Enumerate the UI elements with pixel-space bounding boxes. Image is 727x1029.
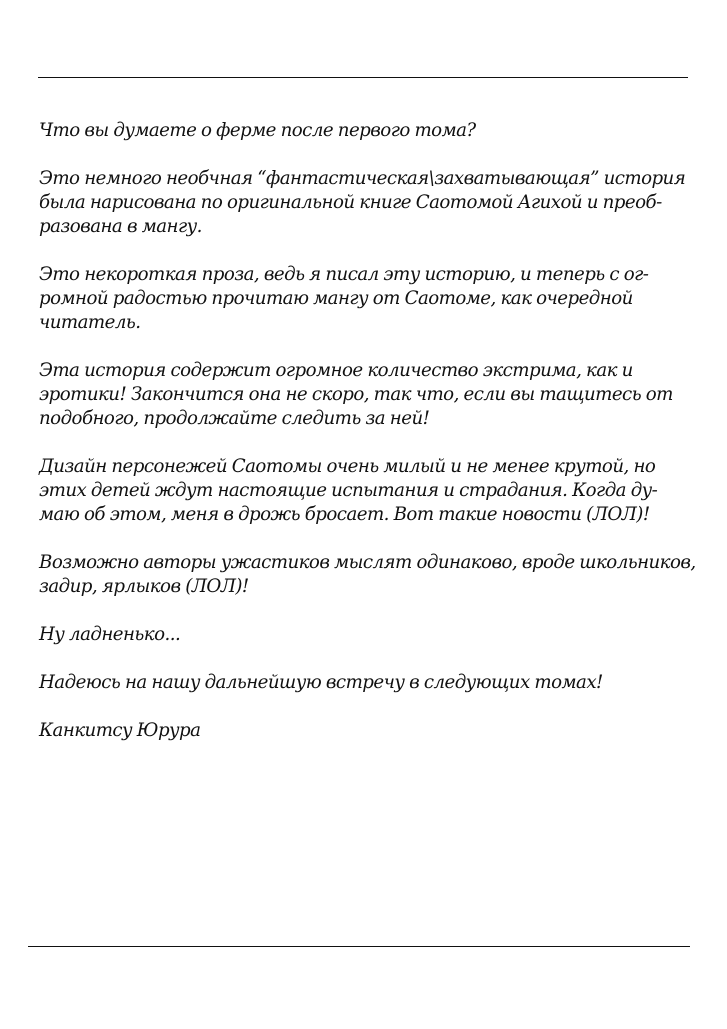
author-signature (39, 719, 704, 743)
paragraph-story-origin (39, 167, 704, 239)
text-line: этих детей ждут настоящие испытания и страдания. Когда ду- (39, 480, 658, 501)
text-line: Надеюсь на нашу дальнейшую встречу в следующих томах! (39, 672, 603, 693)
text-line: была нарисована по оригинальной книге Саотомой Агихой и преоб- (39, 192, 662, 213)
text-line: читатель. (39, 312, 141, 333)
author-name: Канкитсу Юрура (39, 720, 201, 741)
text-line: подобного, продолжайте следить за ней! (39, 408, 430, 429)
bottom-divider (28, 946, 690, 947)
text-line: Это некороткая проза, ведь я писал эту историю, и теперь с ог- (39, 264, 649, 285)
text-line: Эта история содержит огромное количество экстрима, как и (39, 360, 633, 381)
text-line: Возможно авторы ужастиков мыслят одинаково, вроде школьников, (39, 552, 696, 573)
top-divider (38, 77, 688, 78)
text-line: задир, ярлыков (ЛОЛ)! (39, 576, 249, 597)
paragraph-prose (39, 263, 704, 335)
text-line: Это немного необчная “фантастическая\захватывающая” история (39, 168, 686, 189)
text-line: ромной радостью прочитаю мангу от Саотоме, как очередной (39, 288, 633, 309)
paragraph-character-design (39, 455, 704, 527)
paragraph-content (39, 359, 704, 431)
paragraph-farewell (39, 671, 704, 695)
text-line: Что вы думаете о ферме после первого тома? (39, 120, 476, 141)
text-line: разована в мангу. (39, 216, 202, 237)
text-line: маю об этом, меня в дрожь бросает. Вот такие новости (ЛОЛ)! (39, 504, 650, 525)
afterword-text (39, 119, 704, 767)
text-line: Дизайн персонежей Саотомы очень милый и не менее крутой, но (39, 456, 656, 477)
paragraph-question (39, 119, 704, 143)
text-line: Ну ладненько... (39, 624, 181, 645)
paragraph-well-then (39, 623, 704, 647)
paragraph-horror-authors (39, 551, 704, 599)
text-line: эротики! Закончится она не скоро, так что, если вы тащитесь от (39, 384, 673, 405)
